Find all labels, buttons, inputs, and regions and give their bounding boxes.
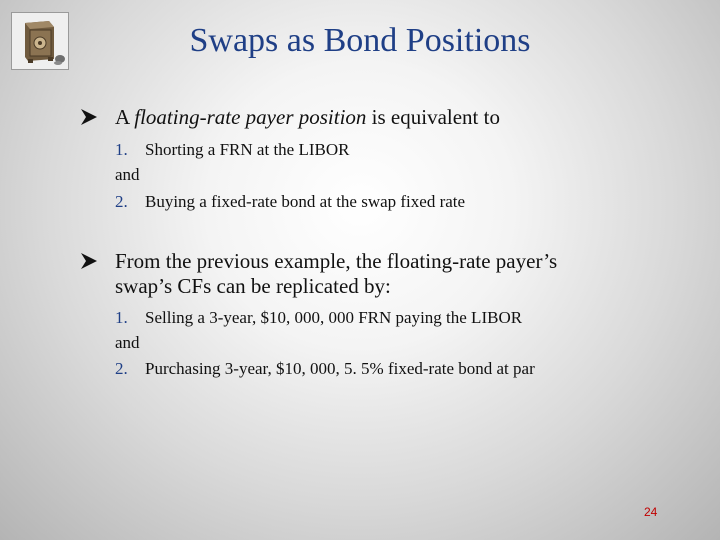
bullet-1-lead: A [115, 105, 135, 129]
sub-item [115, 140, 349, 160]
arrowhead-bullet-icon [80, 252, 98, 270]
sub-item-text: Buying a fixed-rate bond at the swap fixed rate [145, 192, 466, 211]
sub-item-number: 2. [115, 359, 128, 378]
sub-item [115, 359, 535, 379]
slide-title: Swaps as Bond Positions [189, 22, 531, 59]
page-number: 24 [644, 505, 658, 519]
sub-item-text: Selling a 3-year, $10, 000, 000 FRN paying the LIBOR [145, 308, 523, 327]
bullet-1 [80, 105, 680, 130]
sub-item-number: 1. [115, 140, 128, 159]
sub-item-number: 2. [115, 192, 128, 211]
sub-connector: and [115, 165, 140, 184]
arrowhead-bullet-icon [80, 108, 98, 126]
bullet-2 [80, 249, 680, 299]
bullet-1-emphasis: floating-rate payer position [134, 105, 367, 129]
sub-connector: and [115, 333, 140, 352]
sub-item-number: 1. [115, 308, 128, 327]
sub-item-text: Shorting a FRN at the LIBOR [145, 140, 350, 159]
sub-item [115, 192, 465, 212]
sub-item [115, 308, 522, 328]
bullet-1-tail: is equivalent to [366, 105, 500, 129]
bullet-2-line-1: From the previous example, the floating-rate payer’s [115, 249, 558, 273]
bullet-2-line-2: swap’s CFs can be replicated by: [115, 274, 391, 298]
sub-item-text: Purchasing 3-year, $10, 000, 5. 5% fixed-rate bond at par [145, 359, 535, 378]
